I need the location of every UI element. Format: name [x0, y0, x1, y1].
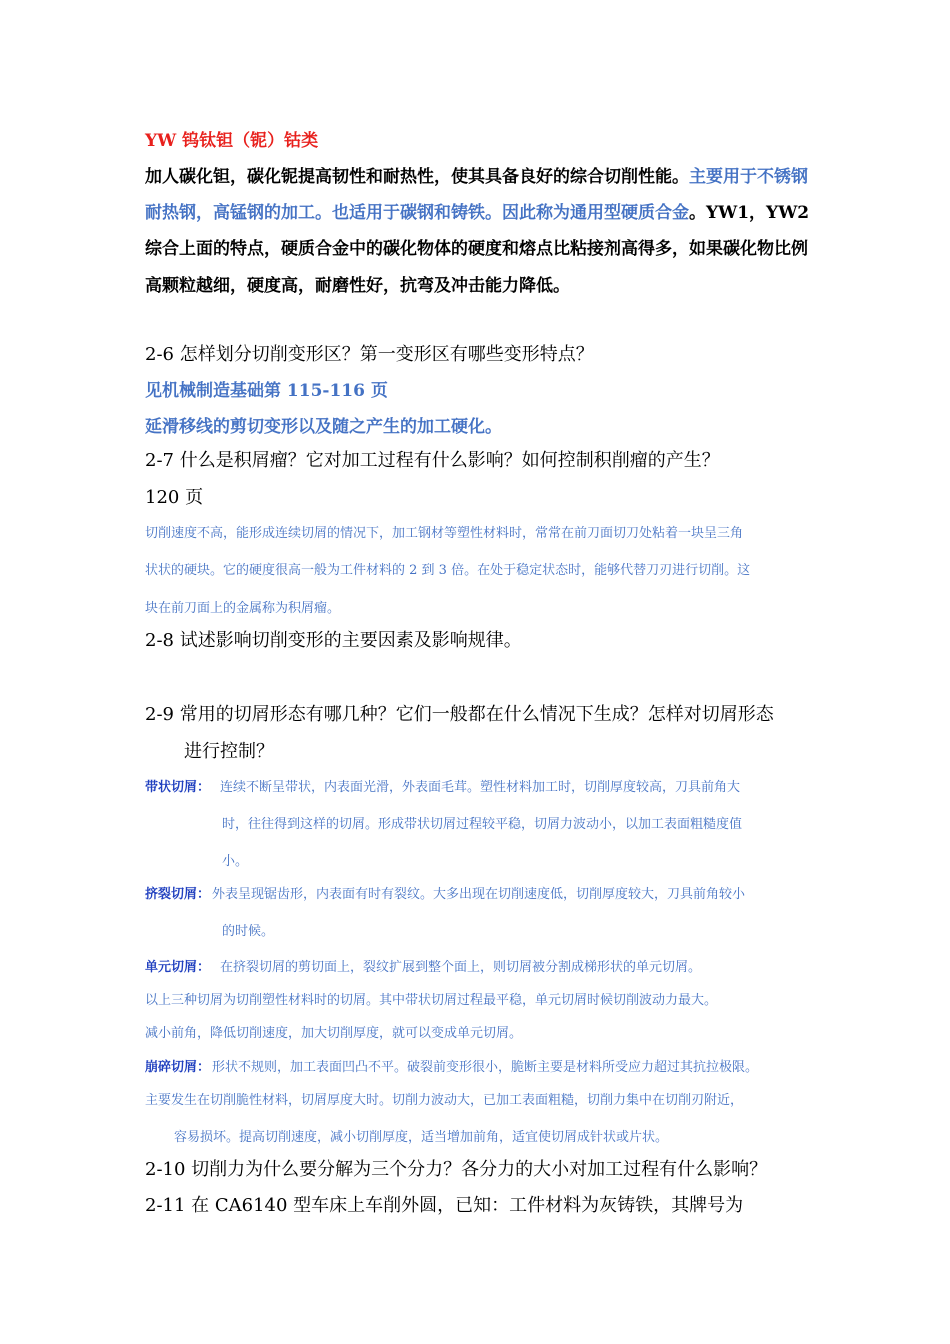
crumb-chip-text-line-3: 容易损坏。提高切削速度，减小切削厚度，适当增加前角，适宜使切屑成针状或片状。: [174, 1130, 669, 1145]
answer-2-6-reference: 见机械制造基础第 115-116 页: [145, 381, 388, 401]
yw-paragraph-line-2: [145, 198, 809, 223]
question-2-6: 2-6 怎样划分切削变形区？第一变形区有哪些变形特点？: [145, 344, 594, 365]
question-2-10: 2-10 切削力为什么要分解为三个分力？各分力的大小对加工过程有什么影响？: [145, 1159, 768, 1180]
question-2-11: 2-11 在 CA6140 型车床上车削外圆，已知：工件材料为灰铸铁，其牌号为: [145, 1195, 744, 1216]
question-2-7: 2-7 什么是积屑瘤？它对加工过程有什么影响？如何控制积削瘤的产生？: [145, 450, 720, 471]
squeeze-chip-text-line-2: 的时候。: [222, 924, 275, 939]
crumb-chip-text-line-2: 主要发生在切削脆性材料，切屑厚度大时。切削力波动大，已加工表面粗糙，切削力集中在切削刃附近，: [145, 1093, 744, 1108]
yw-text-blue: 耐热钢，高锰钢的加工。也适用于碳钢和铸铁。因此称为通用型硬质合金: [145, 203, 689, 223]
chip-summary-line-2: 减小前角，降低切削速度，加大切削厚度，就可以变成单元切屑。: [145, 1026, 523, 1041]
crumb-chip-text: 形状不规则，加工表面凹凸不平。破裂前变形很小，脆断主要是材料所受应力超过其抗拉极限。: [212, 1060, 759, 1075]
unit-chip-label: 单元切屑：: [145, 960, 211, 975]
question-2-9-line-2: 进行控制？: [184, 741, 274, 762]
band-chip-text: 连续不断呈带状，内表面光滑，外表面毛茸。塑性材料加工时，切削厚度较高，刀具前角大: [220, 780, 741, 795]
unit-chip-text: 在挤裂切屑的剪切面上，裂纹扩展到整个面上，则切屑被分割成梯形状的单元切屑。: [220, 960, 702, 975]
answer-2-7-line-2: 状状的硬块。它的硬度很高一般为工件材料的 2 到 3 倍。在处于稳定状态时，能够代替刀刃进行切削。这: [145, 563, 751, 578]
answer-2-7-page: 120 页: [145, 487, 204, 508]
answer-2-6-text: 延滑移线的剪切变形以及随之产生的加工硬化。: [145, 417, 502, 437]
squeeze-chip-text: 外表呈现锯齿形，内表面有时有裂纹。大多出现在切削速度低，切削厚度较大，刀具前角较小: [212, 887, 746, 902]
yw-text-black: 。YW1，YW2: [689, 203, 810, 223]
yw-paragraph-line-3: 综合上面的特点，硬质合金中的碳化物体的硬度和熔点比粘接剂高得多，如果碳化物比例: [145, 239, 808, 259]
unit-chip-entry: [145, 956, 701, 975]
answer-2-7-line-3: 块在前刀面上的金属称为积屑瘤。: [145, 601, 341, 616]
band-chip-entry: [145, 776, 740, 795]
question-2-8: 2-8 试述影响切削变形的主要因素及影响规律。: [145, 630, 522, 651]
band-chip-text-line-3: 小。: [222, 854, 249, 869]
squeeze-chip-label: 挤裂切屑：: [145, 887, 211, 902]
squeeze-chip-entry: [145, 883, 745, 902]
band-chip-label: 带状切屑：: [145, 780, 211, 795]
yw-text-black: 加人碳化钽，碳化铌提高韧性和耐热性，使其具备良好的综合切削性能。: [145, 167, 689, 187]
yw-text-blue: 主要用于不锈钢: [689, 167, 808, 187]
crumb-chip-entry: [145, 1056, 758, 1075]
yw-paragraph-line-4: 高颗粒越细，硬度高，耐磨性好，抗弯及冲击能力降低。: [145, 276, 570, 296]
crumb-chip-label: 崩碎切屑：: [145, 1060, 211, 1075]
yw-paragraph-line-1: [145, 162, 808, 187]
section-title-yw: YW 钨钛钽（铌）钴类: [145, 131, 319, 151]
chip-summary-line-1: 以上三种切屑为切削塑性材料时的切屑。其中带状切屑过程最平稳，单元切屑时候切削波动力最大。: [145, 993, 718, 1008]
band-chip-text-line-2: 时，往往得到这样的切屑。形成带状切屑过程较平稳，切屑力波动小，以加工表面粗糙度值: [222, 817, 743, 832]
answer-2-7-line-1: 切削速度不高，能形成连续切屑的情况下，加工钢材等塑性材料时，常常在前刀面切刀处粘着一块呈三角: [145, 526, 744, 541]
question-2-9-line-1: 2-9 常用的切屑形态有哪几种？它们一般都在什么情况下生成？怎样对切屑形态: [145, 704, 774, 725]
